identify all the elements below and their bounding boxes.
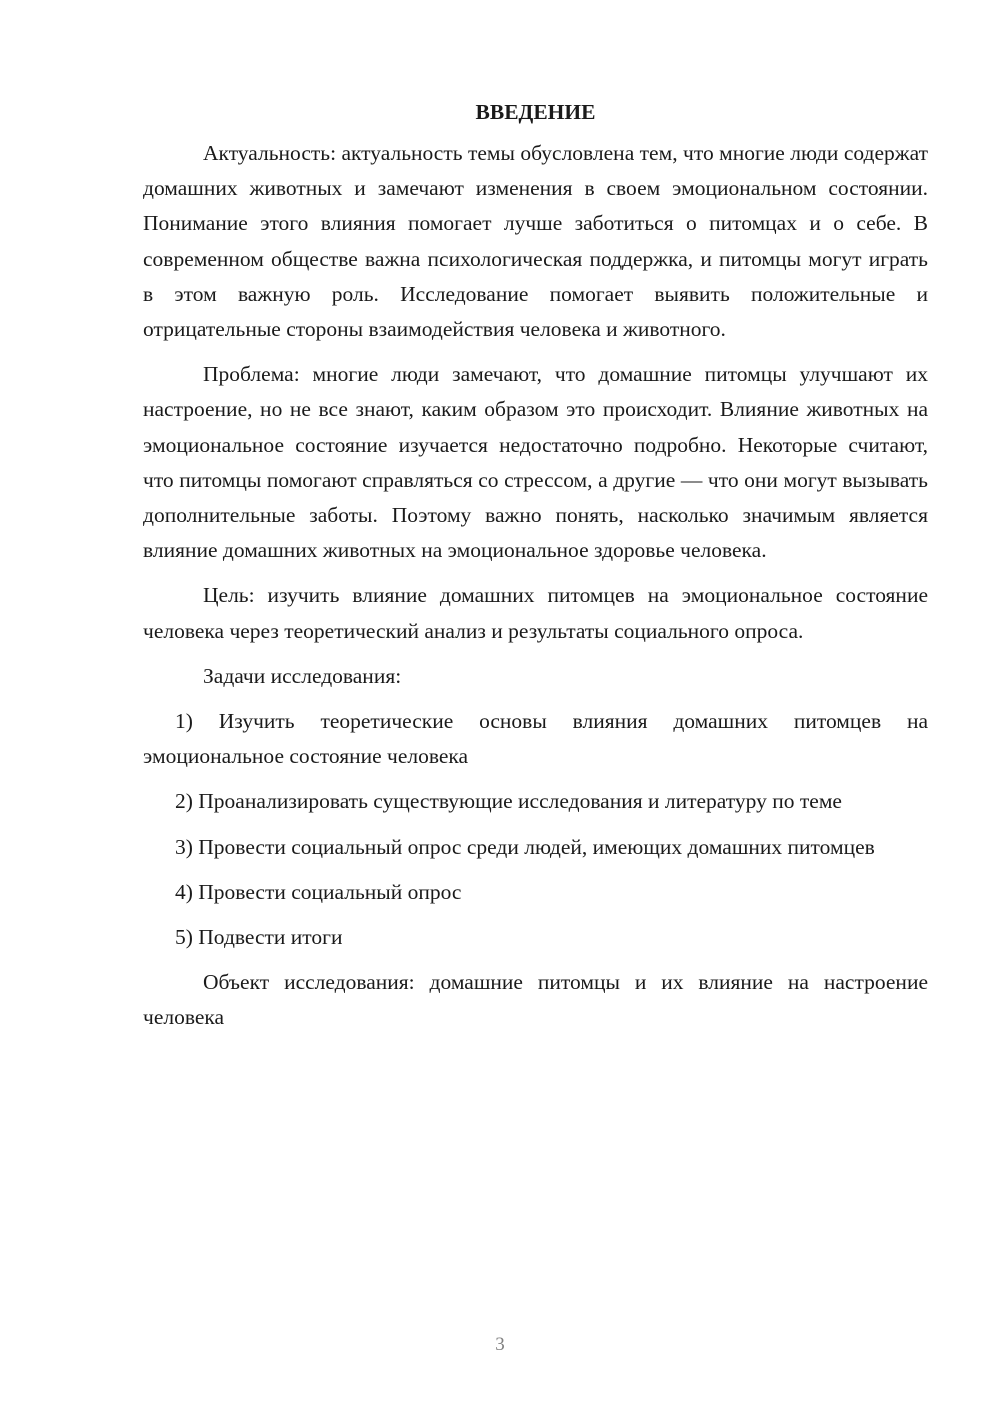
problem-paragraph: Проблема: многие люди замечают, что домашние питомцы улучшают их настроение, но не все знают, каким образом это происходит. Влияние животных на эмоциональное состояние изучается недостаточно подробно. Некоторые считают, что питомцы помогают справляться со стрессом, а другие — что они могут вызывать дополнительные заботы. Поэтому важно понять, насколько значимым является влияние домашних животных на эмоциональное здоровье человека. — [143, 362, 928, 563]
goal-paragraph: Цель: изучить влияние домашних питомцев на эмоциональное состояние человека через теоретический анализ и результаты социального опроса. — [143, 583, 928, 643]
page-number: 3 — [495, 1334, 505, 1355]
page-content — [143, 96, 928, 1046]
tasks-title: Задачи исследования: — [203, 663, 402, 688]
task-item-1: 1) Изучить теоретические основы влияния домашних питомцев на эмоциональное состояние человека — [143, 709, 928, 769]
task-item-2: 2) Проанализировать существующие исследования и литературу по теме — [175, 789, 842, 814]
relevance-paragraph: Актуальность: актуальность темы обусловлена тем, что многие люди содержат домашних животных и замечают изменения в своем эмоциональном состоянии. Понимание этого влияния помогает лучше заботиться о питомцах и о себе. В современном обществе важна психологическая поддержка, и питомцы могут играть в этом важную роль. Исследование помогает выявить положительные и отрицательные стороны взаимодействия человека и животного. — [143, 141, 928, 342]
task-item-4: 4) Провести социальный опрос — [175, 879, 462, 904]
section-heading: ВВЕДЕНИЕ — [475, 100, 596, 124]
object-paragraph: Объект исследования: домашние питомцы и их влияние на настроение человека — [143, 970, 928, 1030]
task-item-5: 5) Подвести итоги — [175, 925, 343, 950]
task-item-3: 3) Провести социальный опрос среди людей, имеющих домашних питомцев — [175, 834, 875, 859]
